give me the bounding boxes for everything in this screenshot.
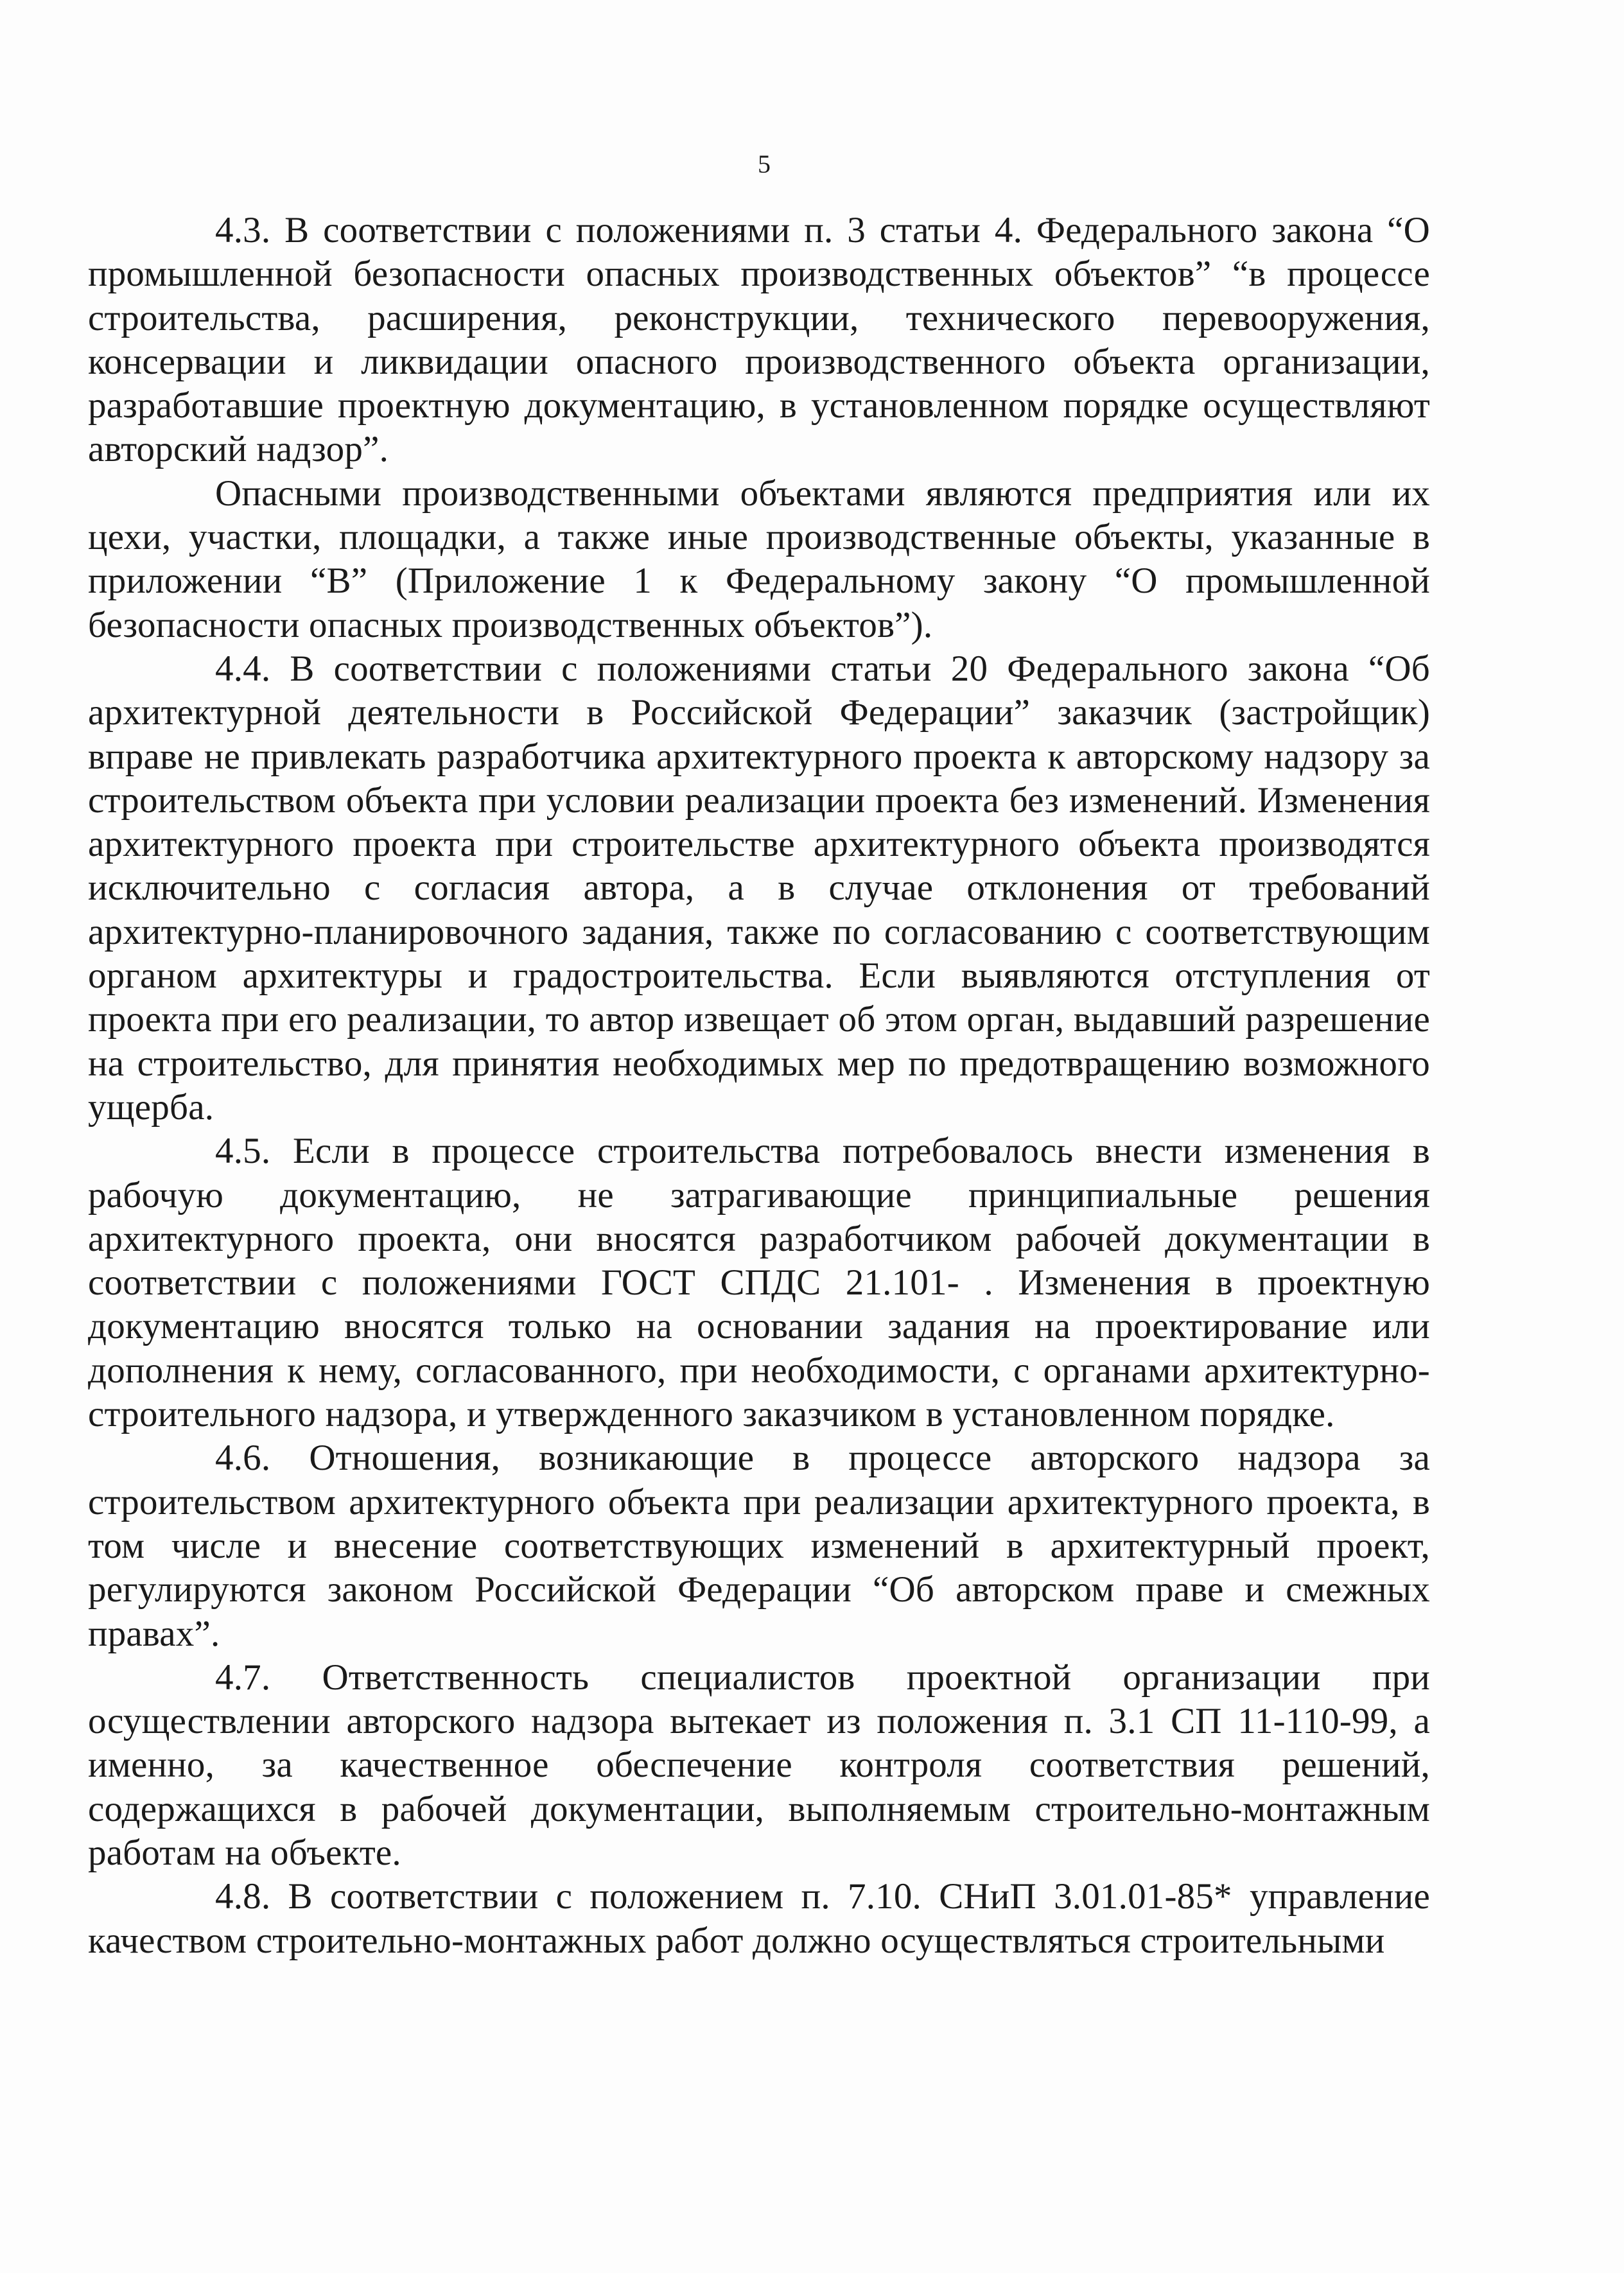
paragraph-4-4: 4.4. В соответствии с положениями статьи 20 Федерального закона “Об архитектурной деятельности в Российской Федерации” заказчик (застройщик) вправе не привлекать разработчика архитектурного проекта к авторскому надзору за строительством объекта при условии реализации проекта без изменений. Изменения архитектурного проекта при строительстве архитектурного объекта производятся исключительно с согласия автора, а в случае отклонения от требований архитектурно-планировочного задания, также по согласованию с соответствующим органом архитектуры и градостроительства. Если выявляются отступления от проекта при его реализации, то автор извещает об этом орган, выдавший разрешение на строительство, для принятия необходимых мер по предотвращению возможного ущерба. [88, 648, 1430, 1128]
paragraph-4-3: 4.3. В соответствии с положениями п. 3 статьи 4. Федерального закона “О промышленной безопасности опасных производственных объектов” “в процессе строительства, расширения, реконструкции, технического перевооружения, консервации и ликвидации опасного производственного объекта организации, разработавшие проектную документацию, в установленном порядке осуществляют авторский надзор”. [88, 210, 1430, 470]
paragraph-4-7: 4.7. Ответственность специалистов проектной организации при осуществлении авторского надзора вытекает из положения п. 3.1 СП 11-110-99, а именно, за качественное обеспечение контроля соответствия решений, содержащихся в рабочей документации, выполняемым строительно-монтажным работам на объекте. [88, 1657, 1430, 1873]
paragraph-4-6: 4.6. Отношения, возникающие в процессе авторского надзора за строительством архитектурного объекта при реализации архитектурного проекта, в том числе и внесение соответствующих изменений в архитектурный проект, регулируются законом Российской Федерации “Об авторском праве и смежных правах”. [88, 1438, 1430, 1654]
paragraph-4-5: 4.5. Если в процессе строительства потребовалось внести изменения в рабочую документацию, не затрагивающие принципиальные решения архитектурного проекта, они вносятся разработчиком рабочей документации в соответствии с положениями ГОСТ СПДС 21.101- . Изменения в проектную документацию вносятся только на основании задания на проектирование или дополнения к нему, согласованного, при необходимости, с органами архитектурно-строительного надзора, и утвержденного заказчиком в установленном порядке. [88, 1131, 1430, 1435]
page-number: 5 [758, 150, 771, 179]
paragraph-4-8: 4.8. В соответствии с положением п. 7.10. СНиП 3.01.01-85* управление качеством строительно-монтажных работ должно осуществляться строительными [88, 1876, 1430, 1961]
document-body [88, 209, 1430, 1963]
paragraph-hazardous-objects: Опасными производственными объектами являются предприятия или их цехи, участки, площадки, а также иные производственные объекты, указанные в приложении “В” (Приложение 1 к Федеральному закону “О промышленной безопасности опасных производственных объектов”). [88, 473, 1430, 645]
